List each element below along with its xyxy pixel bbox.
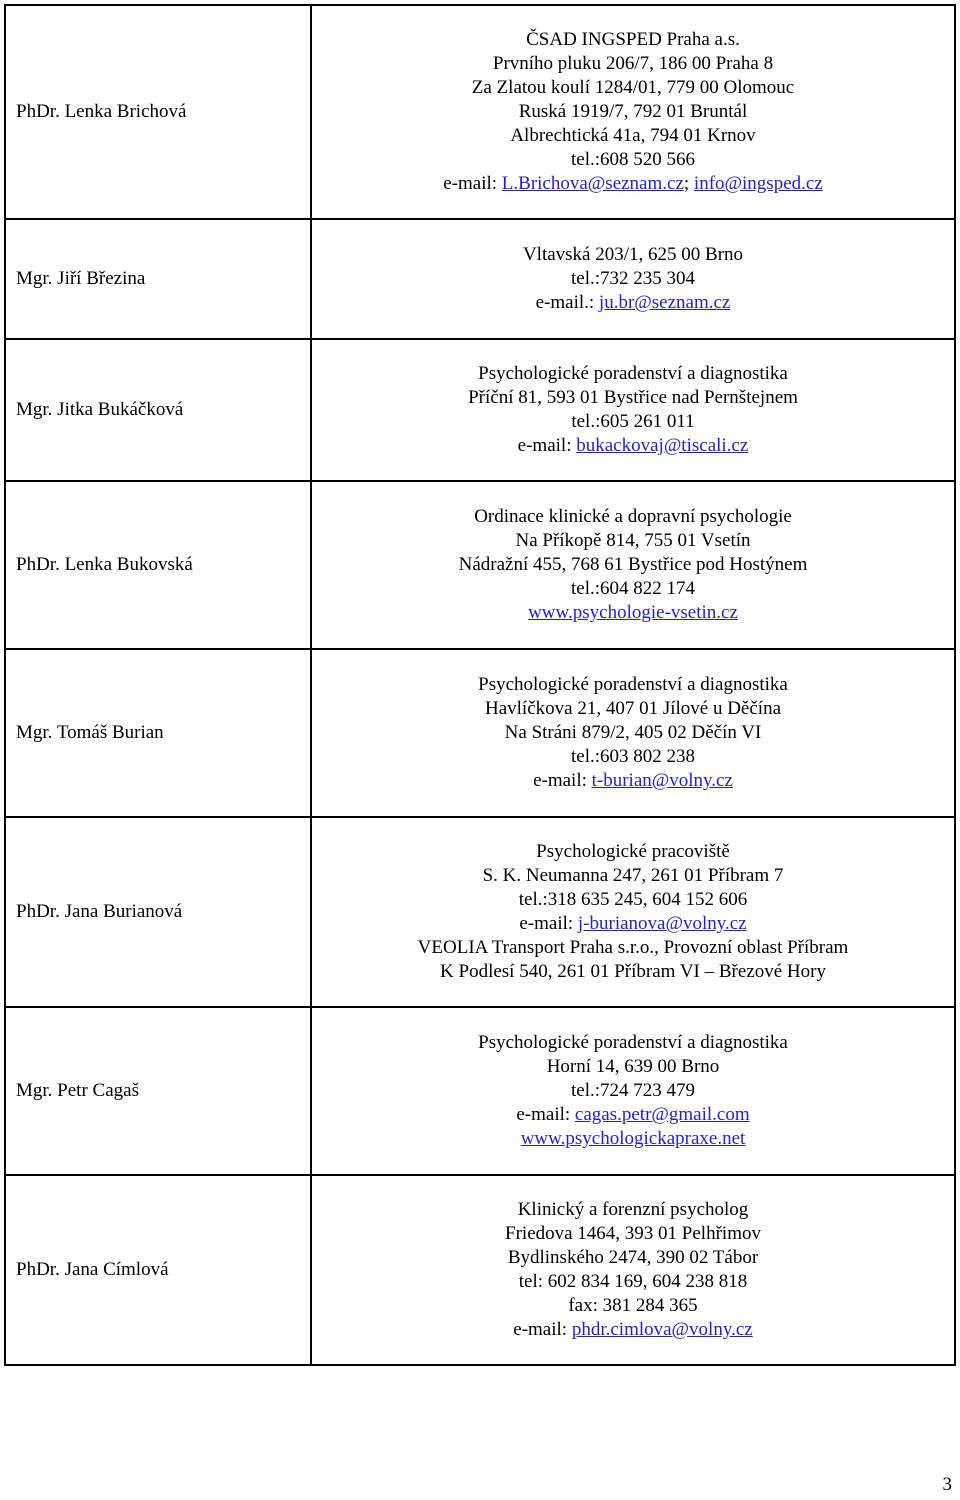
contact-details <box>311 219 955 339</box>
contact-row-phdr-jana-cimlova <box>5 1175 955 1365</box>
detail-line <box>312 1198 954 1222</box>
contact-details <box>311 817 955 1007</box>
detail-line <box>312 243 954 267</box>
detail-text: tel.:318 635 245, 604 152 606 <box>518 889 748 910</box>
detail-text: tel.:608 520 566 <box>570 149 696 170</box>
detail-line <box>312 267 954 291</box>
detail-text: Bydlinského 2474, 390 02 Tábor <box>507 1247 759 1268</box>
detail-text: Ruská 1919/7, 792 01 Bruntál <box>518 101 748 122</box>
contact-name: PhDr. Jana Burianová <box>5 817 311 1007</box>
contact-details <box>311 339 955 481</box>
contact-link[interactable]: www.psychologickapraxe.net <box>520 1128 746 1149</box>
detail-text: ČSAD INGSPED Praha a.s. <box>526 29 740 50</box>
detail-line <box>312 52 954 76</box>
detail-text: Na Stráni 879/2, 405 02 Děčín VI <box>504 722 762 743</box>
contact-details <box>311 1175 955 1365</box>
detail-line <box>312 912 954 936</box>
detail-line <box>312 172 954 196</box>
detail-line <box>312 673 954 697</box>
detail-text: Friedova 1464, 393 01 Pelhřimov <box>505 1223 761 1244</box>
detail-text: e-mail: <box>443 173 502 194</box>
contact-link[interactable]: phdr.cimlova@volny.cz <box>571 1319 753 1340</box>
detail-text: e-mail: <box>517 435 577 456</box>
detail-line <box>312 410 954 434</box>
detail-line <box>312 1127 954 1151</box>
detail-text: Na Příkopě 814, 755 01 Vsetín <box>515 530 751 551</box>
detail-line <box>312 1031 954 1055</box>
detail-line <box>312 745 954 769</box>
contact-link[interactable]: t-burian@volny.cz <box>591 770 733 791</box>
contact-link[interactable]: cagas.petr@gmail.com <box>574 1104 750 1125</box>
detail-text: e-mail: <box>516 1104 575 1125</box>
detail-line <box>312 1103 954 1127</box>
detail-text: K Podlesí 540, 261 01 Příbram VI – Březové Hory <box>440 961 826 982</box>
detail-text: Psychologické poradenství a diagnostika <box>478 363 788 384</box>
contact-name: Mgr. Jiří Březina <box>5 219 311 339</box>
detail-text: Vltavská 203/1, 625 00 Brno <box>522 244 744 265</box>
contact-name: Mgr. Petr Cagaš <box>5 1007 311 1175</box>
detail-line <box>312 577 954 601</box>
detail-line <box>312 721 954 745</box>
contact-link[interactable]: j-burianova@volny.cz <box>577 913 747 934</box>
contact-row-mgr-jiri-brezina <box>5 219 955 339</box>
detail-line <box>312 769 954 793</box>
detail-line <box>312 434 954 458</box>
contact-name: PhDr. Lenka Bukovská <box>5 481 311 649</box>
detail-line <box>312 864 954 888</box>
detail-text: Psychologické poradenství a diagnostika <box>478 1032 788 1053</box>
detail-line <box>312 1079 954 1103</box>
detail-text: S. K. Neumanna 247, 261 01 Příbram 7 <box>482 865 784 886</box>
detail-text: Horní 14, 639 00 Brno <box>546 1056 720 1077</box>
detail-text: VEOLIA Transport Praha s.r.o., Provozní oblast Příbram <box>417 937 849 958</box>
detail-text: e-mail: <box>513 1319 572 1340</box>
contact-row-mgr-jitka-bukackova <box>5 339 955 481</box>
detail-text: Prvního pluku 206/7, 186 00 Praha 8 <box>492 53 774 74</box>
detail-line <box>312 28 954 52</box>
detail-line <box>312 697 954 721</box>
detail-text: Ordinace klinické a dopravní psychologie <box>474 506 792 527</box>
detail-text: Příční 81, 593 01 Bystřice nad Pernštejnem <box>468 387 798 408</box>
detail-line <box>312 1294 954 1318</box>
detail-text: Havlíčkova 21, 407 01 Jílové u Děčína <box>484 698 781 719</box>
detail-line <box>312 529 954 553</box>
detail-text: fax: 381 284 365 <box>568 1295 698 1316</box>
detail-text: tel.:732 235 304 <box>570 268 696 289</box>
contact-link[interactable]: ju.br@seznam.cz <box>598 292 731 313</box>
detail-text: ; <box>683 173 694 194</box>
detail-text: Psychologické pracoviště <box>536 841 730 862</box>
contact-name: PhDr. Lenka Brichová <box>5 5 311 219</box>
detail-line <box>312 553 954 577</box>
contact-details <box>311 649 955 817</box>
contact-link[interactable]: bukackovaj@tiscali.cz <box>576 435 749 456</box>
contact-link[interactable]: info@ingsped.cz <box>693 173 823 194</box>
contact-name: Mgr. Jitka Bukáčková <box>5 339 311 481</box>
contact-directory-table <box>4 4 956 1366</box>
contact-name: Mgr. Tomáš Burian <box>5 649 311 817</box>
contact-row-mgr-tomas-burian <box>5 649 955 817</box>
detail-line <box>312 100 954 124</box>
detail-line <box>312 601 954 625</box>
detail-text: tel.:603 802 238 <box>570 746 696 767</box>
contact-row-mgr-petr-cagas <box>5 1007 955 1175</box>
detail-text: tel.:605 261 011 <box>571 411 695 432</box>
contact-link[interactable]: www.psychologie-vsetin.cz <box>528 602 738 623</box>
detail-line <box>312 1270 954 1294</box>
contact-row-phdr-lenka-brichova <box>5 5 955 219</box>
detail-line <box>312 124 954 148</box>
detail-text: e-mail.: <box>535 292 599 313</box>
contact-link[interactable]: L.Brichova@seznam.cz <box>501 173 684 194</box>
contact-details <box>311 5 955 219</box>
detail-text: tel.:604 822 174 <box>570 578 696 599</box>
detail-text: Klinický a forenzní psycholog <box>517 1199 749 1220</box>
detail-text: tel: 602 834 169, 604 238 818 <box>518 1271 748 1292</box>
detail-line <box>312 1055 954 1079</box>
detail-line <box>312 960 954 984</box>
detail-line <box>312 76 954 100</box>
detail-text: Albrechtická 41a, 794 01 Krnov <box>510 125 756 146</box>
detail-text: e-mail: <box>519 913 578 934</box>
detail-line <box>312 505 954 529</box>
detail-text: e-mail: <box>533 770 592 791</box>
detail-line <box>312 386 954 410</box>
contact-details <box>311 481 955 649</box>
detail-line <box>312 936 954 960</box>
contact-name: PhDr. Jana Címlová <box>5 1175 311 1365</box>
detail-line <box>312 362 954 386</box>
detail-line <box>312 291 954 315</box>
detail-text: Nádražní 455, 768 61 Bystřice pod Hostýnem <box>458 554 808 575</box>
detail-line <box>312 148 954 172</box>
contact-row-phdr-lenka-bukovska <box>5 481 955 649</box>
contact-details <box>311 1007 955 1175</box>
detail-text: tel.:724 723 479 <box>570 1080 696 1101</box>
page-number: 3 <box>942 1474 952 1495</box>
detail-line <box>312 1222 954 1246</box>
detail-line <box>312 1246 954 1270</box>
detail-line <box>312 840 954 864</box>
contact-row-phdr-jana-burianova <box>5 817 955 1007</box>
detail-line <box>312 1318 954 1342</box>
detail-text: Psychologické poradenství a diagnostika <box>478 674 788 695</box>
detail-text: Za Zlatou koulí 1284/01, 779 00 Olomouc <box>471 77 795 98</box>
detail-line <box>312 888 954 912</box>
